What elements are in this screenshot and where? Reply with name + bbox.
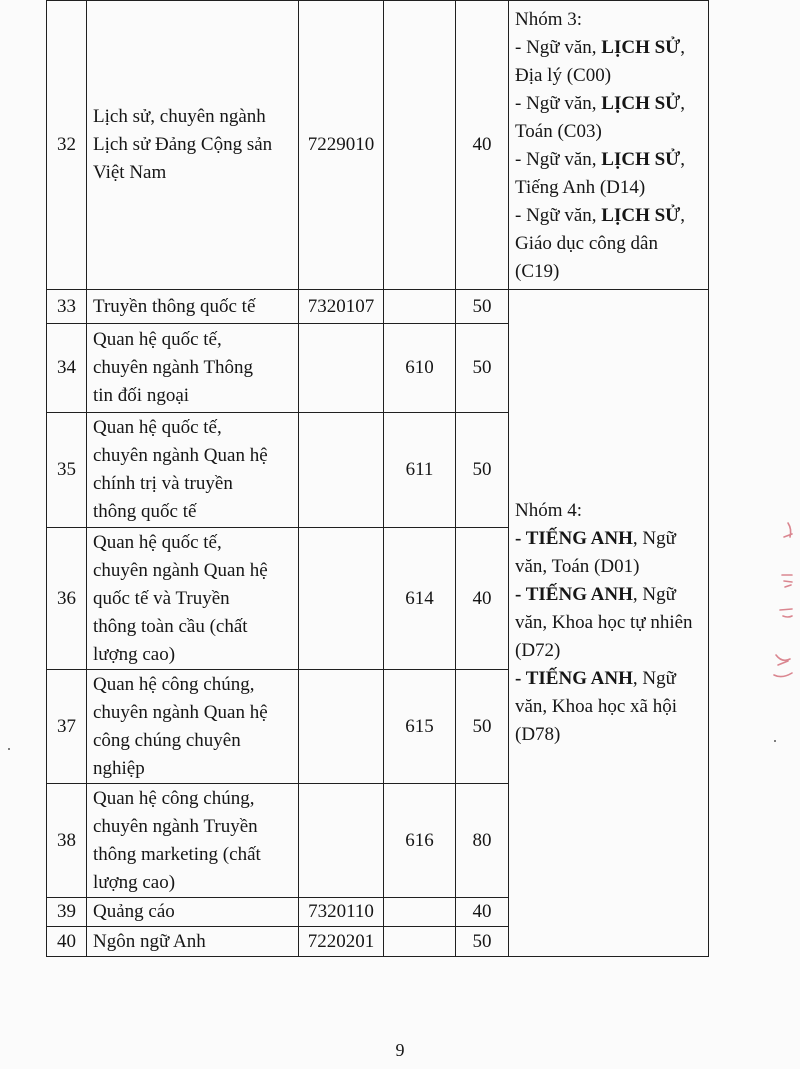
- program-code: [299, 784, 384, 898]
- program-name: Quan hệ công chúng, chuyên ngành Quan hệ công chúng chuyên nghiệp: [87, 670, 299, 784]
- program-name: Quảng cáo: [87, 898, 299, 927]
- program-code: 7229010: [299, 1, 384, 290]
- table-row: [47, 1, 709, 290]
- specialization-code: [384, 1, 456, 290]
- quota: 50: [456, 927, 509, 957]
- specialization-code: [384, 898, 456, 927]
- row-number: 37: [47, 670, 87, 784]
- admissions-table: [46, 0, 709, 957]
- program-name: Quan hệ quốc tế, chuyên ngành Quan hệ chính trị và truyền thông quốc tế: [87, 413, 299, 528]
- row-number: 33: [47, 290, 87, 324]
- program-code: 7220201: [299, 927, 384, 957]
- quota: 40: [456, 528, 509, 670]
- program-code: [299, 413, 384, 528]
- row-number: 35: [47, 413, 87, 528]
- scan-speck: [774, 740, 776, 742]
- group-title: Nhóm 4:: [515, 500, 583, 521]
- specialization-code: 610: [384, 324, 456, 413]
- specialization-code: 611: [384, 413, 456, 528]
- quota: 50: [456, 290, 509, 324]
- specialization-code: 616: [384, 784, 456, 898]
- row-number: 32: [47, 1, 87, 290]
- scan-speck: [8, 748, 10, 750]
- program-name: Quan hệ quốc tế, chuyên ngành Quan hệ quốc tế và Truyền thông toàn cầu (chất lượng cao): [87, 528, 299, 670]
- program-name: Lịch sử, chuyên ngành Lịch sử Đảng Cộng sản Việt Nam: [87, 1, 299, 290]
- subject-group-3: Nhóm 3: - Ngữ văn, LỊCH SỬ, Địa lý (C00) - Ngữ văn, LỊCH SỬ, Toán (C03) - Ngữ văn, LỊCH SỬ, Tiếng Anh (D14) - Ngữ văn, LỊCH SỬ, Giáo dục công dân (C19): [509, 1, 709, 290]
- program-code: [299, 324, 384, 413]
- program-code: 7320110: [299, 898, 384, 927]
- row-number: 38: [47, 784, 87, 898]
- quota: 40: [456, 898, 509, 927]
- program-name: Truyền thông quốc tế: [87, 290, 299, 324]
- row-number: 40: [47, 927, 87, 957]
- stamp-mark: [758, 515, 798, 685]
- group-title: Nhóm 3:: [515, 8, 583, 30]
- program-name: Ngôn ngữ Anh: [87, 927, 299, 957]
- specialization-code: [384, 290, 456, 324]
- program-code: 7320107: [299, 290, 384, 324]
- page-number: 9: [395, 1040, 405, 1060]
- quota: 50: [456, 324, 509, 413]
- specialization-code: 615: [384, 670, 456, 784]
- row-number: 36: [47, 528, 87, 670]
- program-code: [299, 670, 384, 784]
- program-code: [299, 528, 384, 670]
- row-number: 39: [47, 898, 87, 927]
- quota: 80: [456, 784, 509, 898]
- quota: 50: [456, 413, 509, 528]
- program-name: Quan hệ công chúng, chuyên ngành Truyền thông marketing (chất lượng cao): [87, 784, 299, 898]
- specialization-code: 614: [384, 528, 456, 670]
- row-number: 34: [47, 324, 87, 413]
- quota: 40: [456, 1, 509, 290]
- program-name: Quan hệ quốc tế, chuyên ngành Thông tin đối ngoại: [87, 324, 299, 413]
- table-row: [47, 290, 709, 324]
- specialization-code: [384, 927, 456, 957]
- subject-group-4: Nhóm 4: - TIẾNG ANH, Ngữ văn, Toán (D01) - TIẾNG ANH, Ngữ văn, Khoa học tự nhiên (D72) - TIẾNG ANH, Ngữ văn, Khoa học xã hội (D78): [509, 290, 709, 957]
- quota: 50: [456, 670, 509, 784]
